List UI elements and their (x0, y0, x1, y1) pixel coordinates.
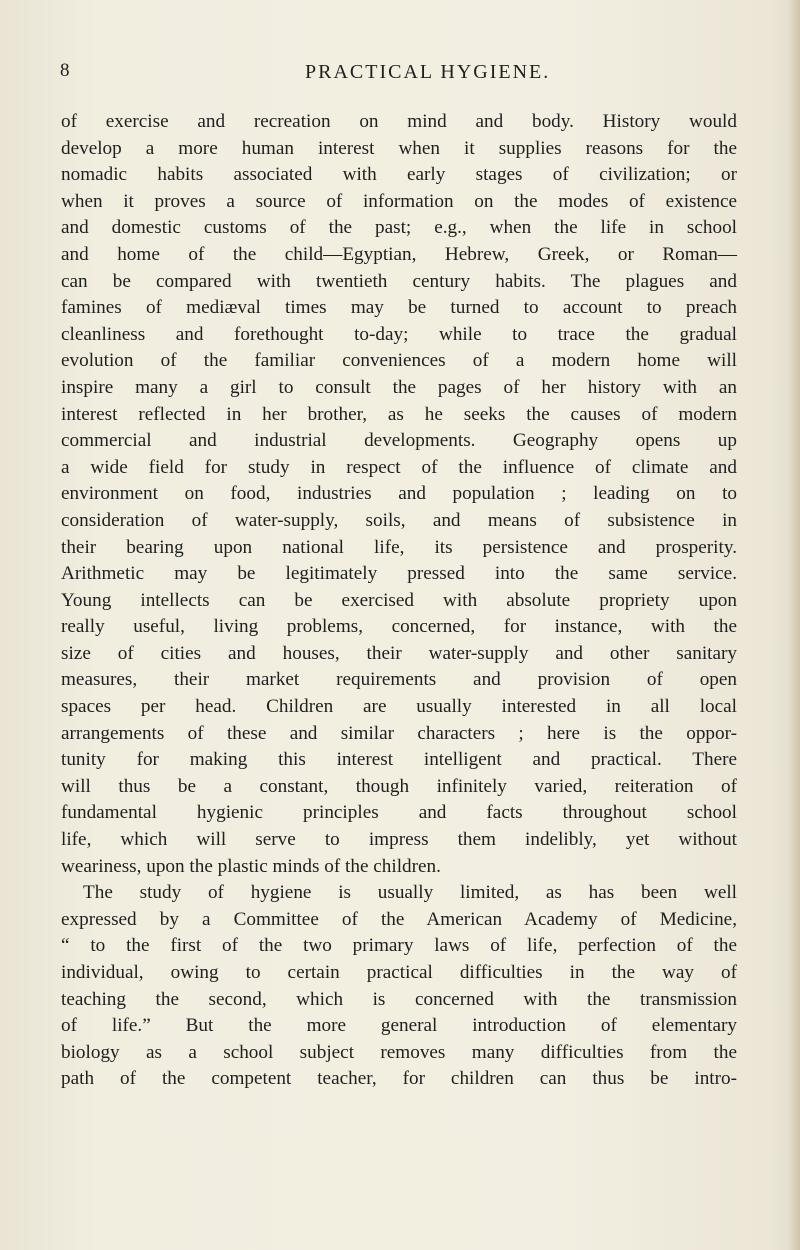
paragraph-start-line: The study of hygiene is usually limited, as has been well (83, 882, 737, 904)
text-line: “ to the first of the two primary laws of life, perfection of the (61, 935, 737, 957)
paragraph-end-line: weariness, upon the plastic minds of the children. (61, 855, 441, 877)
text-line: famines of mediæval times may be turned to account to preach (61, 297, 737, 319)
text-line: develop a more human interest when it supplies reasons for the (61, 137, 737, 159)
text-line: environment on food, industries and population ; leading on to (61, 483, 737, 505)
text-line: arrangements of these and similar characters ; here is the oppor- (61, 722, 737, 744)
text-line: consideration of water-supply, soils, and means of subsistence in (61, 509, 737, 531)
text-line: their bearing upon national life, its persistence and prosperity. (61, 536, 737, 558)
text-line: really useful, living problems, concerned, for instance, with the (61, 616, 737, 638)
text-line: path of the competent teacher, for children can thus be intro- (61, 1068, 737, 1090)
text-line: a wide field for study in respect of the influence of climate and (61, 456, 737, 478)
text-line: commercial and industrial developments. Geography opens up (61, 430, 737, 452)
text-line: Young intellects can be exercised with absolute propriety upon (61, 589, 737, 611)
text-line: fundamental hygienic principles and facts throughout school (61, 802, 737, 824)
text-line: of exercise and recreation on mind and body. History would (61, 111, 737, 132)
text-line: tunity for making this interest intelligent and practical. There (61, 749, 737, 771)
text-line: can be compared with twentieth century habits. The plagues and (61, 270, 737, 292)
text-line: of life.” But the more general introduction of elementary (61, 1015, 737, 1037)
text-line: interest reflected in her brother, as he seeks the causes of modern (61, 403, 737, 425)
text-line: inspire many a girl to consult the pages of her history with an (61, 376, 737, 398)
page-edge-shadow (788, 0, 800, 1250)
text-line: individual, owing to certain practical difficulties in the way of (61, 962, 737, 983)
text-line: size of cities and houses, their water-supply and other sanitary (61, 642, 737, 664)
running-title: PRACTICAL HYGIENE. (305, 61, 551, 83)
body-text (61, 109, 737, 1093)
text-line: cleanliness and forethought to-day; while to trace the gradual (61, 323, 737, 345)
text-line: expressed by a Committee of the American Academy of Medicine, (61, 908, 737, 930)
text-line: and home of the child—Egyptian, Hebrew, Greek, or Roman— (61, 243, 737, 265)
page-number: 8 (60, 60, 70, 81)
text-line: will thus be a constant, though infinitely varied, reiteration of (61, 775, 737, 797)
text-line: spaces per head. Children are usually interested in all local (61, 696, 737, 718)
text-line: teaching the second, which is concerned with the transmission (61, 988, 737, 1010)
text-line: biology as a school subject removes many difficulties from the (61, 1041, 737, 1063)
text-line: nomadic habits associated with early stages of civilization; or (61, 164, 737, 186)
text-line: and domestic customs of the past; e.g., when the life in school (61, 217, 737, 239)
text-line: Arithmetic may be legitimately pressed into the same service. (61, 563, 737, 585)
text-line: measures, their market requirements and provision of open (61, 669, 737, 691)
text-line: when it proves a source of information on the modes of existence (61, 190, 737, 212)
text-line: evolution of the familiar conveniences of a modern home will (61, 350, 737, 372)
text-line: life, which will serve to impress them indelibly, yet without (61, 829, 737, 851)
